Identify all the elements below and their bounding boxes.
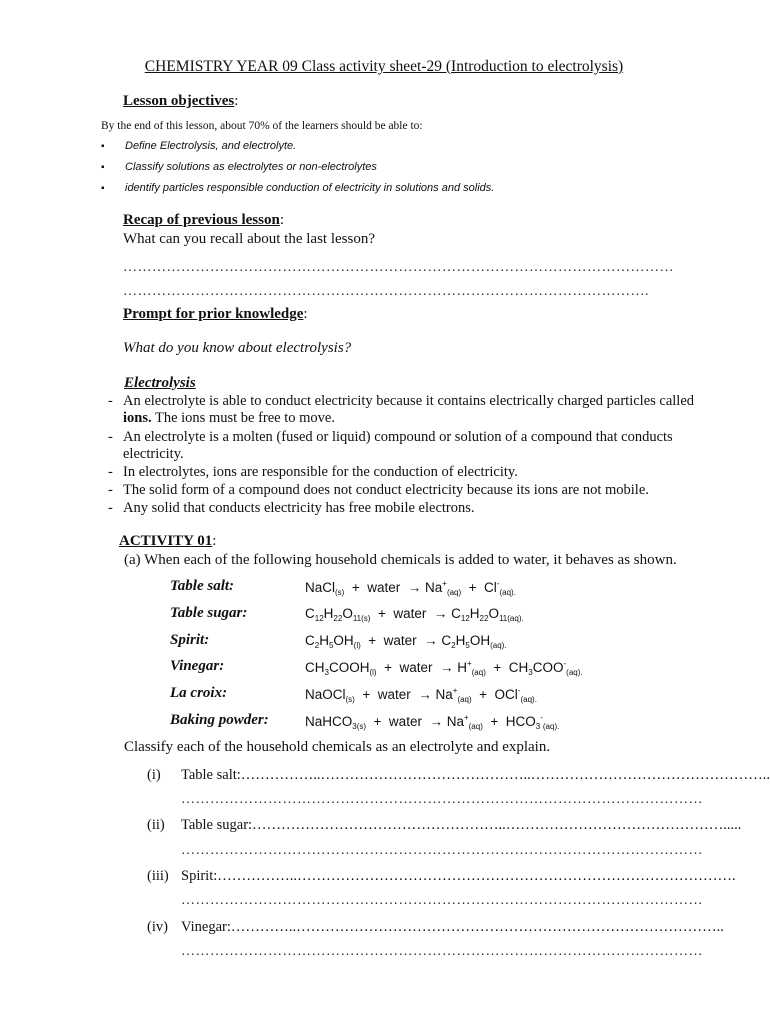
activity-intro: (a) When each of the following household chemicals is added to water, it behaves as shown. <box>124 552 677 568</box>
chemical-equation: NaOCl$_{(s)}$ + water → $Na^+_{(aq)} + OCl^-_{(aq).}$ <box>305 686 537 704</box>
recap-heading: Recap of previous lesson: <box>123 212 284 228</box>
electrolysis-point: - An electrolyte is a molten (fused or liquid) compound or solution of a compound that conducts electricity. <box>108 429 673 462</box>
chemical-equation: $C_2H_5OH_{(l)}$ + water → $C_2H_5OH_{(aq).}$ <box>305 633 507 650</box>
page-title: CHEMISTRY YEAR 09 Class activity sheet-29 (Introduction to electrolysis) <box>144 58 624 75</box>
answer-line: ……………………………………………………………………………………………… <box>181 944 703 959</box>
answer-line: ……………………………………………………………………………………………… <box>181 843 703 858</box>
objective-item: Classify solutions as electrolytes or non-electrolytes <box>125 161 377 173</box>
bullet-icon: ▪ <box>101 183 105 194</box>
chemical-equation: NaHCO$_{3(s)}$ + water → $Na^+_{(aq)} + HCO_3^-_{(aq).}$ <box>305 713 560 731</box>
question-number: (ii) <box>147 817 165 833</box>
electrolysis-point: - In electrolytes, ions are responsible for the conduction of electricity. <box>108 464 518 480</box>
question-answer-line: Table sugar:……………………………………………..………………………………………..... <box>181 817 742 833</box>
electrolysis-point: - An electrolyte is able to conduct electricity because it contains electrically charged particles called ions. The ions must be free to move. <box>108 393 695 426</box>
recap-question: What can you recall about the last lesson? <box>123 231 375 247</box>
chemical-equation: NaCl$_{(s)}$ + water → $Na^+_{(aq)} + Cl^-_{(aq).}$ <box>305 579 516 597</box>
bullet-icon: ▪ <box>101 162 105 173</box>
question-answer-line: Spirit:……………..………………………………………………………………………………. <box>181 868 736 884</box>
activity-heading: ACTIVITY 01: <box>119 533 217 549</box>
prompt-question: What do you know about electrolysis? <box>123 340 352 356</box>
electrolysis-point: - The solid form of a compound does not conduct electricity because its ions are not mobile. <box>108 482 649 498</box>
objective-item: identify particles responsible conduction of electricity in solutions and solids. <box>125 182 495 194</box>
objectives-heading: Lesson objectives: <box>123 93 239 109</box>
prompt-heading: Prompt for prior knowledge: <box>123 306 308 322</box>
chemical-name: Table salt: <box>170 578 235 594</box>
chemical-name: Vinegar: <box>170 658 225 674</box>
chemical-name: Baking powder: <box>170 712 269 728</box>
objectives-intro: By the end of this lesson, about 70% of the learners should be able to: <box>101 120 423 132</box>
chemical-equation: $CH_3COOH_{(l)}$ + water → $H^+_{(aq)} + CH_3COO^-_{(aq).}$ <box>305 659 583 677</box>
question-answer-line: Vinegar:…………..…………………………………………………………………………….. <box>181 919 724 935</box>
question-number: (i) <box>147 767 161 783</box>
objective-item: Define Electrolysis, and electrolyte. <box>125 140 297 152</box>
answer-line: ……………………………………………………………………………………………… <box>181 792 703 807</box>
chemical-name: Table sugar: <box>170 605 248 621</box>
chemical-equation: $C_{12}H_{22}O_{11(s)}$ + water → $C_{12}H_{22}O_{11(aq).}$ <box>305 606 524 623</box>
question-number: (iv) <box>147 919 168 935</box>
answer-line: ……………………………………………………………………………………………… <box>181 893 703 908</box>
electrolysis-heading: Electrolysis <box>124 375 196 391</box>
chemical-name: Spirit: <box>170 632 210 648</box>
question-answer-line: Table salt:……………..……………………………………..………………………………………….. <box>181 767 770 783</box>
answer-line: …………………………………………………………………………………………………… <box>123 260 674 275</box>
answer-line: ………………………………………………………………………………………………. <box>123 284 649 299</box>
bullet-icon: ▪ <box>101 141 105 152</box>
electrolysis-point: - Any solid that conducts electricity has free mobile electrons. <box>108 500 475 516</box>
classify-instruction: Classify each of the household chemicals as an electrolyte and explain. <box>124 739 551 755</box>
chemical-name: La croix: <box>170 685 228 701</box>
question-number: (iii) <box>147 868 169 884</box>
